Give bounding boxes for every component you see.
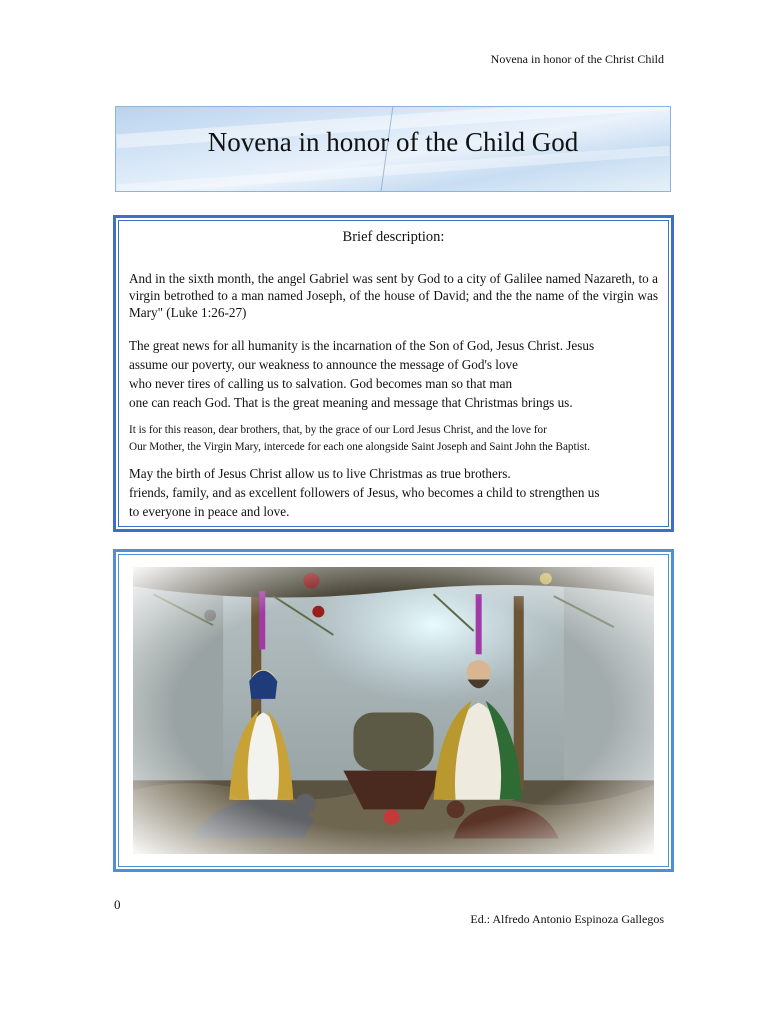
description-paragraph-2	[129, 336, 658, 412]
description-box	[113, 215, 674, 532]
nativity-photo	[118, 554, 669, 867]
paragraph-3-line-2: Our Mother, the Virgin Mary, intercede for each one alongside Saint Joseph and Saint John the Baptist.	[129, 441, 590, 453]
page-number: 0	[114, 897, 121, 912]
title-banner	[115, 106, 671, 192]
description-heading: Brief description:	[342, 229, 445, 245]
description-paragraph-4	[129, 464, 658, 521]
paragraph-4-line-3: to everyone in peace and love.	[129, 504, 290, 519]
description-paragraph-3	[129, 422, 658, 456]
paragraph-2-line-2: assume our poverty, our weakness to announce the message of God's love	[129, 357, 518, 372]
description-inner	[118, 220, 669, 527]
paragraph-3-line-1: It is for this reason, dear brothers, that, by the grace of our Lord Jesus Christ, and the love for	[129, 424, 547, 436]
paragraph-2-line-4: one can reach God. That is the great meaning and message that Christmas brings us.	[129, 395, 573, 410]
nativity-photo-frame	[113, 549, 674, 872]
paragraph-4-line-1: May the birth of Jesus Christ allow us to live Christmas as true brothers.	[129, 466, 511, 481]
editor-credit: Ed.: Alfredo Antonio Espinoza Gallegos	[470, 912, 664, 926]
description-paragraph-1: And in the sixth month, the angel Gabriel was sent by God to a city of Galilee named Nazareth, to a virgin betrothed to a man named Joseph, of the house of David; and the the name of the virgin was Mary" (Luke 1:26-27)	[129, 271, 658, 320]
paragraph-4-line-2: friends, family, and as excellent followers of Jesus, who becomes a child to strengthen us	[129, 485, 600, 500]
paragraph-2-line-3: who never tires of calling us to salvation. God becomes man so that man	[129, 376, 513, 391]
nativity-scene-image	[133, 567, 654, 854]
page-title: Novena in honor of the Child God	[207, 127, 579, 157]
paragraph-2-line-1: The great news for all humanity is the incarnation of the Son of God, Jesus Christ. Jesus	[129, 338, 595, 353]
running-header: Novena in honor of the Christ Child	[490, 52, 664, 66]
